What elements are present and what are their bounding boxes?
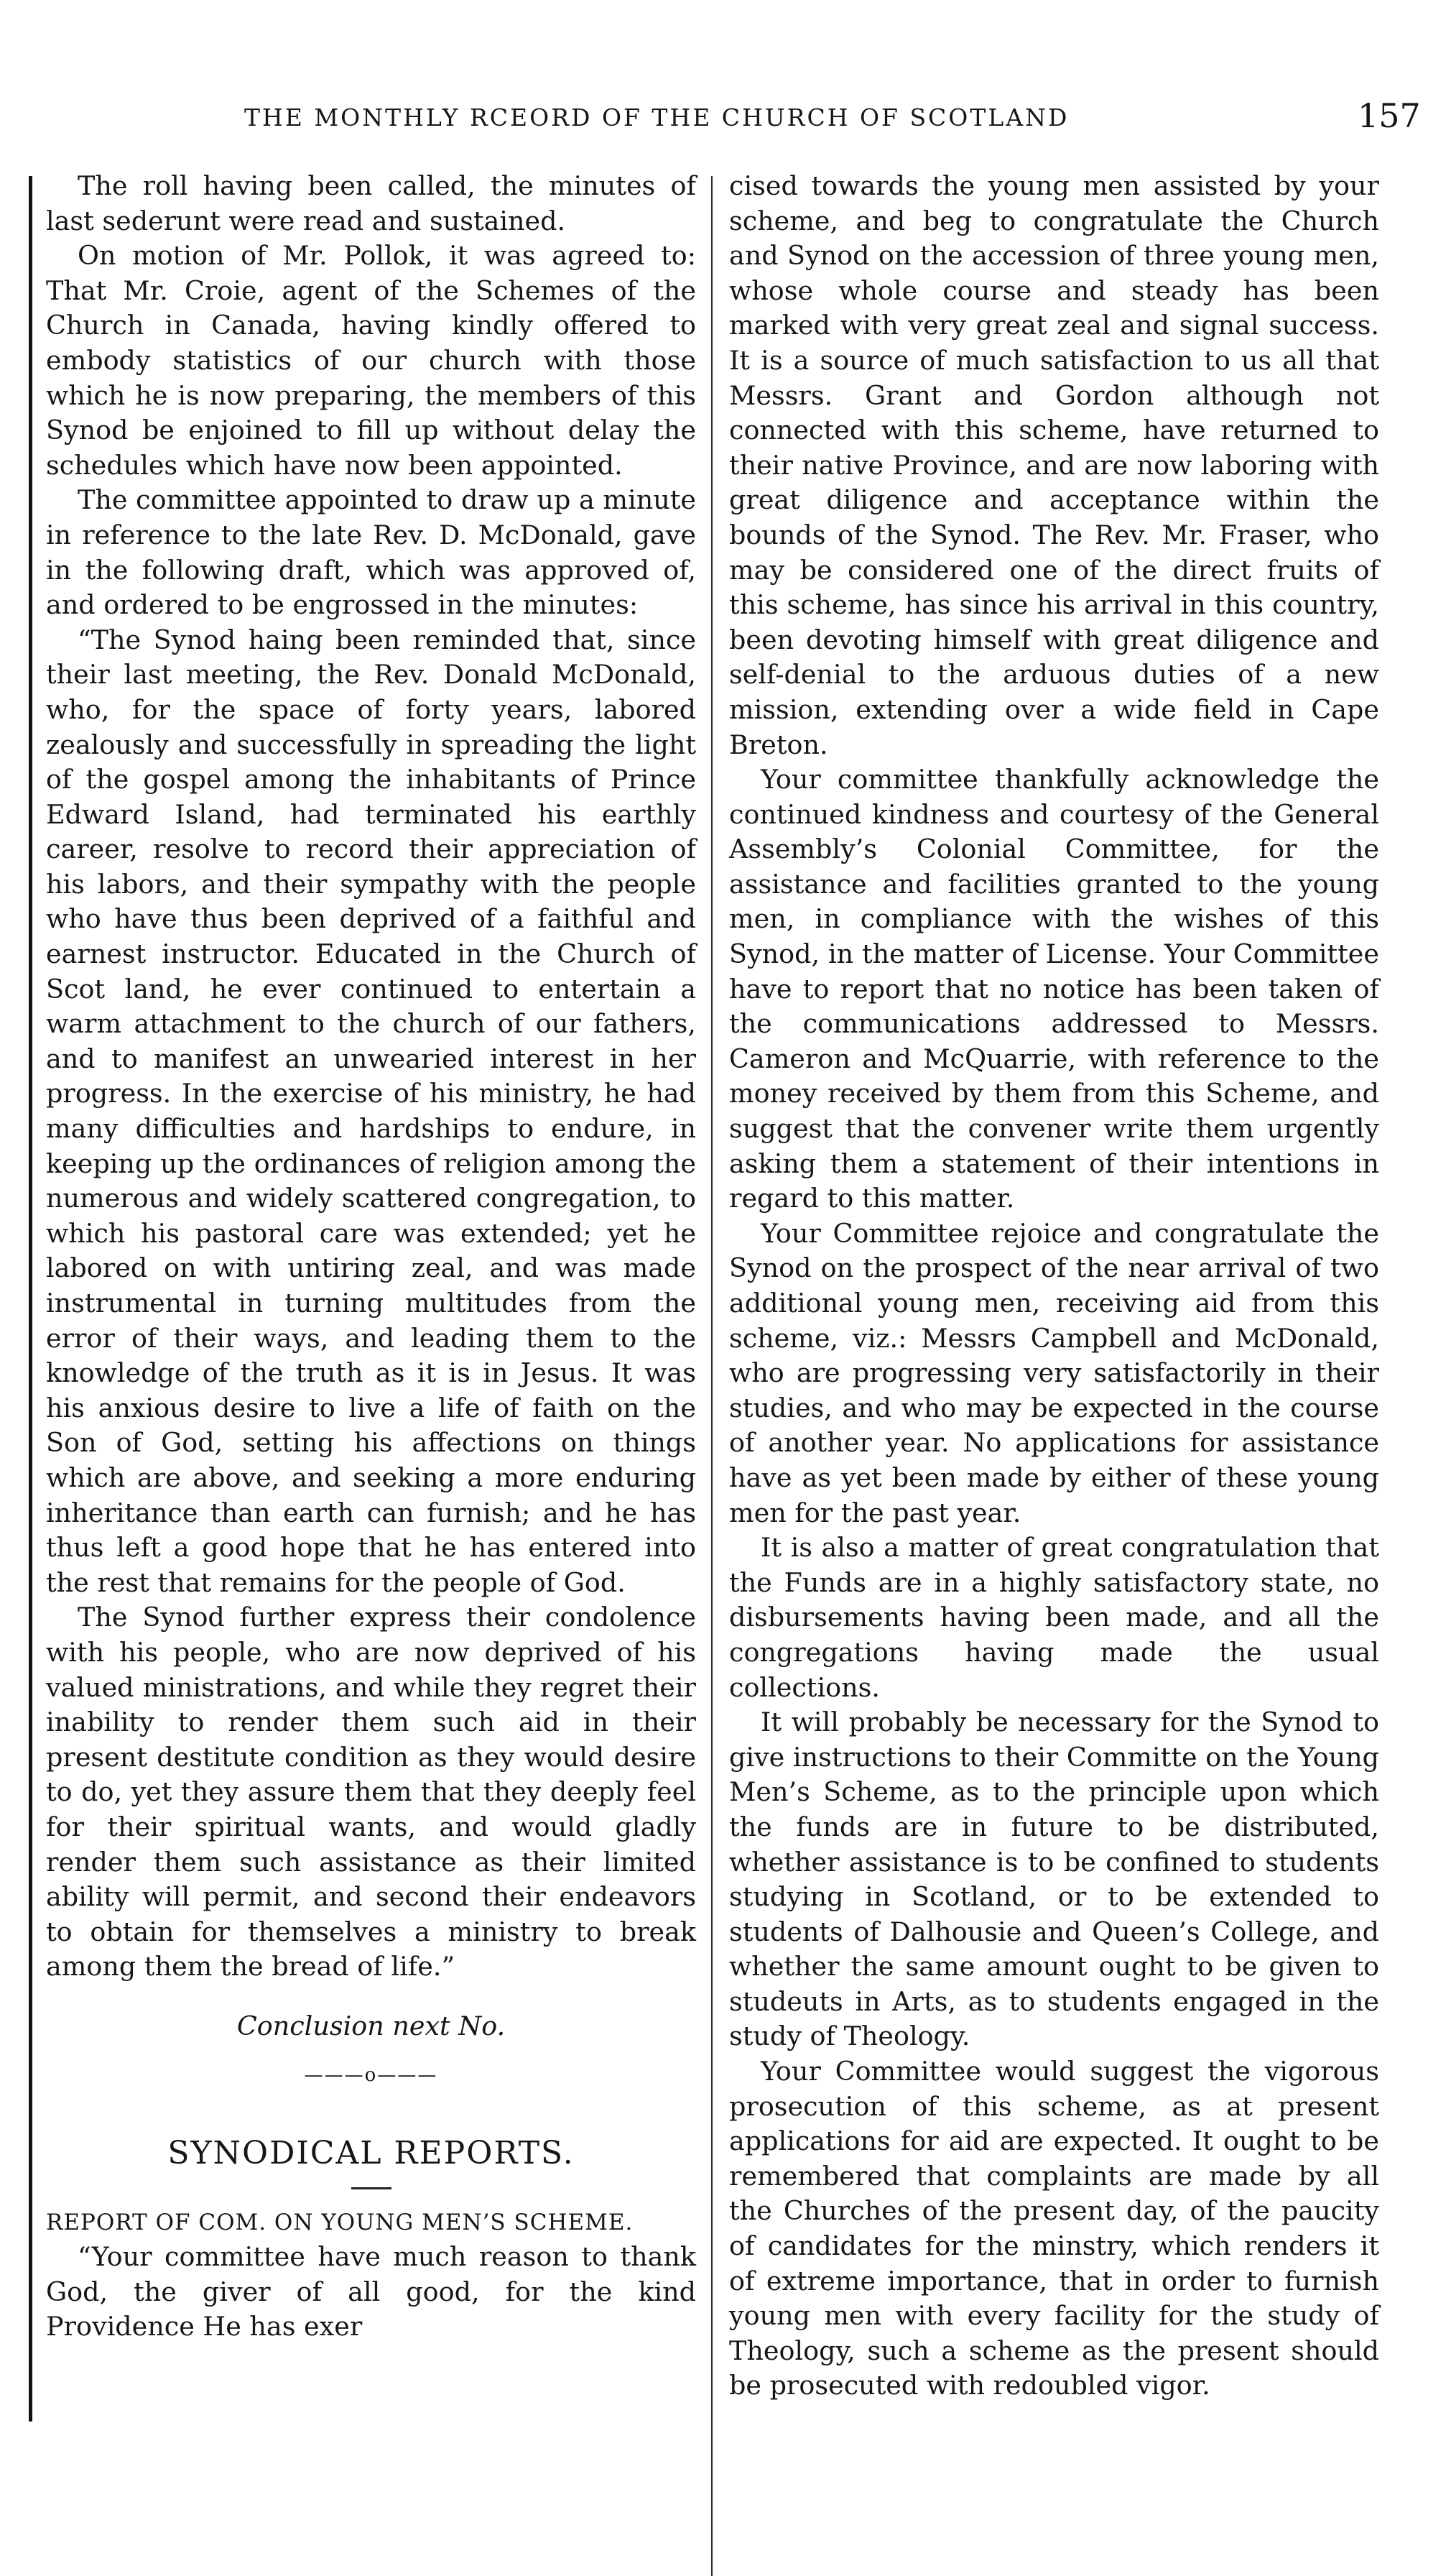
paragraph-continued: cised towards the young men assisted by your scheme, and beg to congratulate the Church and Synod on the accession of three young men, whose whole course and steady has been marked with very great zeal and signal success. It is a source of much satisfaction to us all that Messrs. Grant and Gordon although not connected with this scheme, have returned to their native Province, and are now laboring with great diligence and acceptance within the bounds of the Synod. The Rev. Mr. Fraser, who may be considered one of the direct fruits of this scheme, has since his arrival in this country, been devoting himself with great diligence and self-denial to the arduous duties of a new mission, extending over a wide field in Cape Breton. [729,170,1379,760]
right-column [729,169,1379,2404]
paragraph: On motion of Mr. Pollok, it was agreed to: That Mr. Croie, agent of the Schemes of the Church in Canada, having kindly offered to embody statistics of our church with those which he is now preparing, the members of this Synod be enjoined to fill up without delay the schedules which have now been appointed. [46,240,696,481]
paragraph: The roll having been called, the minutes of last sederunt were read and sustained. [46,170,696,236]
left-column [46,169,696,2345]
section-ornament: ———o——— [304,2064,438,2087]
column-divider [711,176,713,2576]
report-heading: REPORT OF COM. ON YOUNG MEN’S SCHEME. [46,2209,634,2235]
paragraph: Your Committee rejoice and congratulate the Synod on the prospect of the near arrival of two additional young men, receiving aid from this scheme, viz.: Messrs Campbell and McDonald, who are progressing very satisfactorily in their studies, and who may be expected in the course of another year. No applications for assistance have as yet been made by either of these young men for the past year. [729,1217,1379,1528]
paragraph: It is also a matter of great congratulation that the Funds are in a highly satisfactory state, no disbursements having been made, and all the congregations having made the usual collections. [729,1532,1379,1703]
paragraph: The Synod further express their condolence with his people, who are now deprived of his valued ministrations, and while they regret their inability to render them such aid in their present destitute condition as they would desire to do, yet they assure them that they deeply feel for their spiritual wants, and would gladly render them such assistance as their limited ability will permit, and second their endeavors to obtain for themselves a ministry to break among them the bread of life.” [46,1602,696,1982]
title-rule [351,2187,391,2189]
running-head: THE MONTHLY RCEORD OF THE CHURCH OF SCOTLAND [244,103,1070,131]
paragraph: Your Committee would suggest the vigorous prosecution of this scheme, as at present applications for aid are expected. It ought to be remembered that complaints are made by all the Churches of the present day, of the paucity of candidates for the minstry, which renders it of extreme importance, that in order to furnish young men with every facility for the study of Theology, such a scheme as the present should be prosecuted with redoubled vigor. [729,2056,1379,2401]
paragraph: It will probably be necessary for the Synod to give instructions to their Committe on the Young Men’s Scheme, as to the principle upon which the funds are in future to be distributed, whether assistance is to be confined to students studying in Scotland, or to be extended to students of Dalhousie and Queen’s College, and whether the same amount ought to be given to studeuts in Arts, as to students engaged in the study of Theology. [729,1707,1379,2052]
left-margin-rule [29,176,32,2422]
section-title: SYNODICAL REPORTS. [167,2135,575,2172]
paragraph: Your committee thankfully acknowledge the continued kindness and courtesy of the General Assembly’s Colonial Committee, for the assistance and facilities granted to the young men, in compliance with the wishes of this Synod, in the matter of License. Your Committee have to report that no notice has been taken of the communications addressed to Messrs. Cameron and McQuarrie, with reference to the money received by them from this Scheme, and suggest that the convener write them urgently asking them a statement of their intentions in regard to this matter. [729,764,1379,1214]
page-number: 157 [1358,96,1421,135]
resolution-paragraph: “The Synod haing been reminded that, since their last meeting, the Rev. Donald McDonald, who, for the space of forty years, labored zealously and successfully in spreading the light of the gospel among the inhabitants of Prince Edward Island, had terminated his earthly career, resolve to record their appreciation of his labors, and their sympathy with the people who have thus been deprived of a faithful and earnest instructor. Educated in the Church of Scot land, he ever continued to entertain a warm attachment to the church of our fathers, and to manifest an unwearied interest in her progress. In the exercise of his ministry, he had many difficulties and hardships to endure, in keeping up the ordinances of religion among the numerous and widely scattered congregation, to which his pastoral care was extended; yet he labored on with untiring zeal, and was made instrumental in turning multitudes from the error of their ways, and leading them to the knowledge of the truth as it is in Jesus. It was his anxious desire to live a life of faith on the Son of God, setting his affections on things which are above, and seeking a more enduring inheritance than earth can furnish; and he has thus left a good hope that he has entered into the rest that remains for the people of God. [46,624,696,1598]
report-opening: “Your committee have much reason to thank God, the giver of all good, for the kind Providence He has exer [46,2241,696,2342]
paragraph: The committee appointed to draw up a minute in reference to the late Rev. D. McDonald, gave in the following draft, which was approved of, and ordered to be engrossed in the minutes: [46,484,696,621]
conclusion-note: Conclusion next No. [236,2010,506,2041]
